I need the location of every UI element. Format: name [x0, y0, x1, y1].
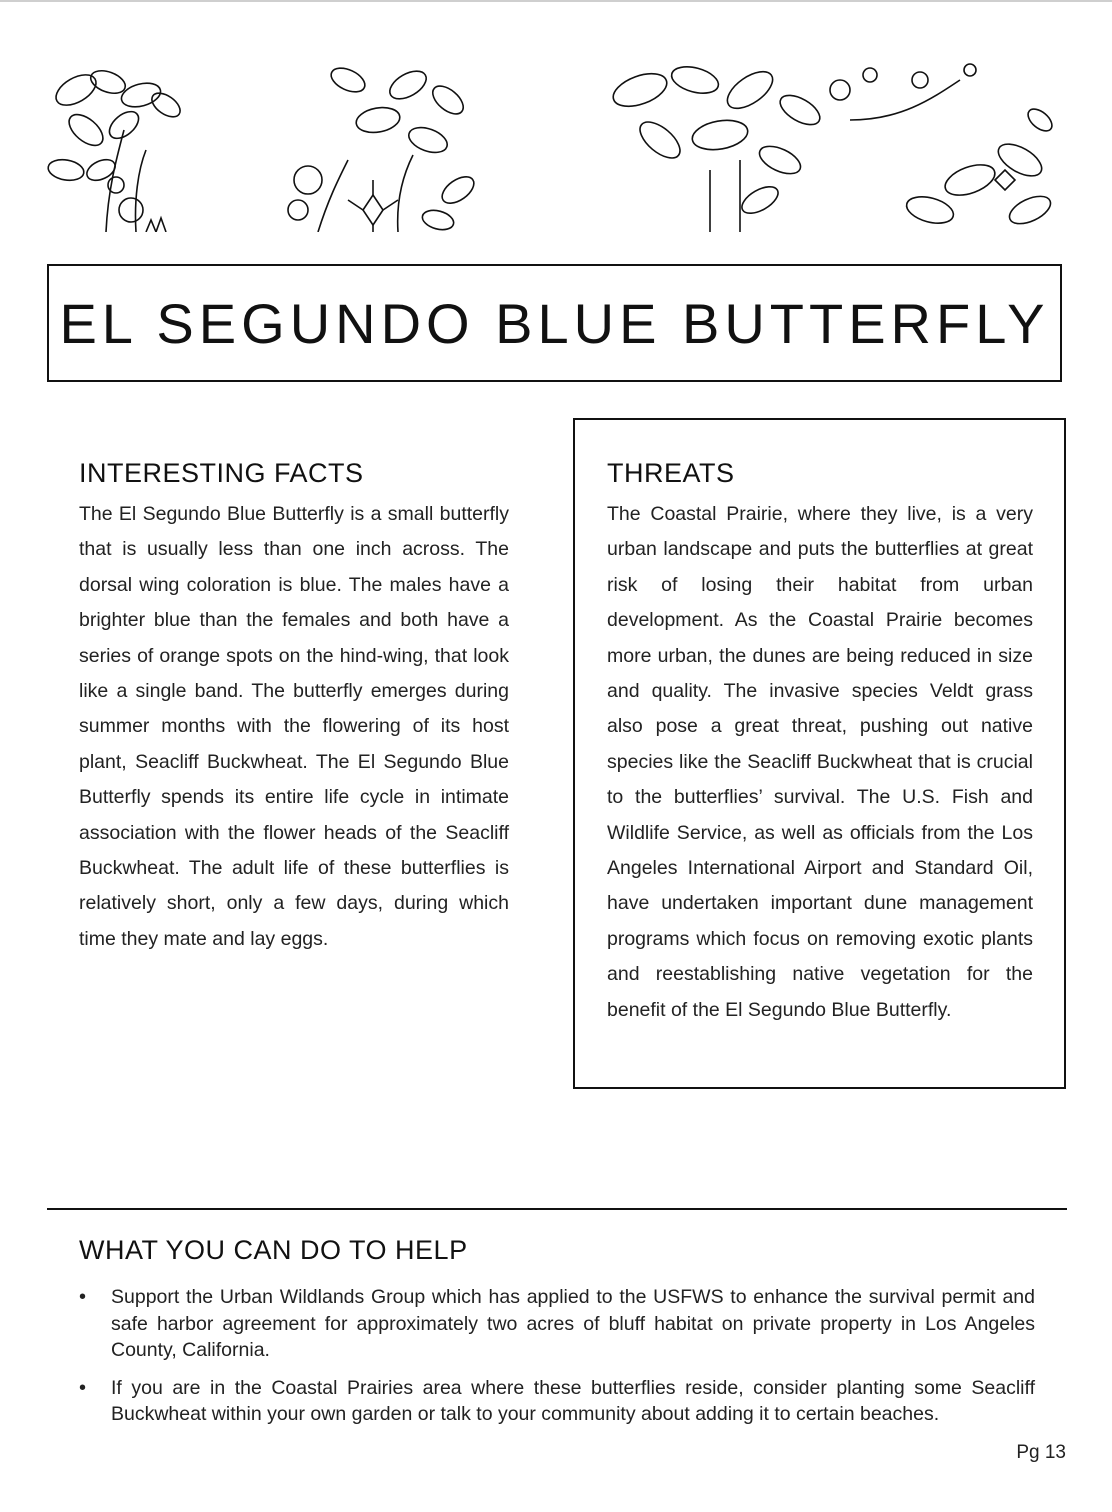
section-divider — [47, 1208, 1067, 1210]
help-item-text: If you are in the Coastal Prairies area where these butterflies reside, consider planting some Seacliff Buckwheat within your own garden or talk to your community about adding it to certain beaches. — [111, 1376, 1035, 1425]
top-border — [0, 0, 1112, 2]
list-item — [79, 1375, 1035, 1428]
threats-body: The Coastal Prairie, where they live, is a very urban landscape and puts the butterflies at great risk of losing their habitat from urban development. As the Coastal Prairie becomes more urban, the dunes are being reduced in size and quality. The invasive species Veldt grass also pose a great threat, pushing out native species like the Seacliff Buckwheat that is crucial to the butterflies’ survival. The U.S. Fish and Wildlife Service, as well as officials from the Los Angeles International Airport and Standard Oil, have undertaken important dune management programs which focus on removing exotic plants and reestablishing native vegetation for the benefit of the El Segundo Blue Butterfly. — [607, 503, 1033, 1021]
flower-illustration-right — [600, 60, 1067, 232]
help-heading: WHAT YOU CAN DO TO HELP — [79, 1235, 468, 1265]
bullet-icon: • — [79, 1286, 87, 1308]
interesting-facts-section — [79, 458, 509, 957]
page-number: Pg 13 — [1016, 1442, 1066, 1463]
list-item — [79, 1284, 1035, 1364]
help-item-text: Support the Urban Wildlands Group which has applied to the USFWS to enhance the survival permit and safe harbor agreement for approximately two acres of bluff habitat on private property in Los Angeles County, California. — [111, 1286, 1035, 1361]
help-list — [79, 1284, 1035, 1428]
page-title: EL SEGUNDO BLUE BUTTERFLY — [59, 291, 1050, 355]
bullet-icon: • — [79, 1376, 87, 1399]
help-section — [79, 1235, 1035, 1439]
threats-section — [607, 458, 1033, 1028]
flower-illustration-left — [46, 60, 186, 232]
threats-heading: THREATS — [607, 458, 735, 488]
facts-heading: INTERESTING FACTS — [79, 458, 364, 488]
flower-illustration-center — [278, 60, 488, 232]
title-box — [47, 264, 1062, 382]
facts-body: The El Segundo Blue Butterfly is a small butterfly that is usually less than one inch across. The dorsal wing coloration is blue. The males have a brighter blue than the females and both have a series of orange spots on the hind-wing, that look like a single band. The butterfly emerges during summer months with the flowering of its host plant, Seacliff Buckwheat. The El Segundo Blue Butterfly spends its entire life cycle in intimate association with the flower heads of the Seacliff Buckwheat. The adult life of these butterflies is relatively short, only a few days, during which time they mate and lay eggs. — [79, 503, 509, 950]
